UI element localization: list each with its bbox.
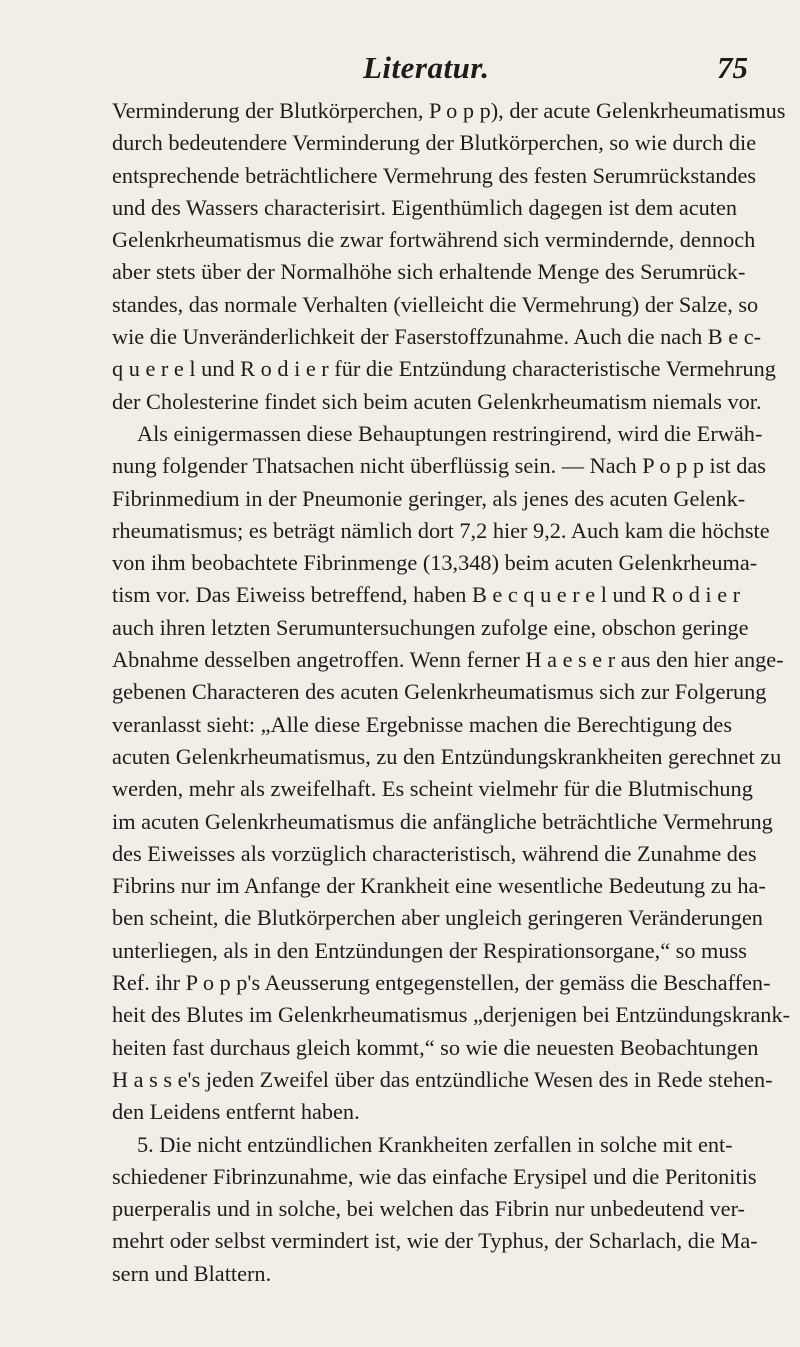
- text-line: Verminderung der Blutkörperchen, P o p p), der acute Gelenkrheumatismus: [112, 98, 786, 123]
- text-line: sern und Blattern.: [112, 1260, 272, 1286]
- text-line: tism vor. Das Eiweiss betreffend, haben B e c q u e r e l und R o d i e r: [112, 582, 741, 608]
- text-line: den Leidens entfernt haben.: [112, 1099, 360, 1125]
- text-line: q u e r e l und R o d i e r für die Entzündung characteristische Vermehrung: [112, 356, 776, 382]
- text-line: aber stets über der Normalhöhe sich erhaltende Menge des Serumrück-: [112, 259, 746, 285]
- text-line: auch ihren letzten Serumuntersuchungen zufolge eine, obschon geringe: [112, 614, 749, 640]
- text-line: H a s s e's jeden Zweifel über das entzündliche Wesen des in Rede stehen-: [112, 1066, 773, 1092]
- page-number: 75: [717, 50, 748, 85]
- text-line: Gelenkrheumatismus die zwar fortwährend sich vermindernde, dennoch: [112, 227, 756, 253]
- text-line: Fibrinmedium in der Pneumonie geringer, als jenes des acuten Gelenk-: [112, 485, 746, 511]
- text-line: und des Wassers characterisirt. Eigenthümlich dagegen ist dem acuten: [112, 194, 737, 220]
- text-line: Abnahme desselben angetroffen. Wenn ferner H a e s e r aus den hier ange-: [112, 647, 784, 673]
- text-line: werden, mehr als zweifelhaft. Es scheint vielmehr für die Blutmischung: [112, 776, 753, 802]
- text-line: standes, das normale Verhalten (vielleicht die Vermehrung) der Salze, so: [112, 291, 759, 317]
- text-line: Fibrins nur im Anfange der Krankheit eine wesentliche Bedeutung zu ha-: [112, 873, 766, 899]
- text-line: veranlasst sieht: „Alle diese Ergebnisse machen die Berechtigung des: [112, 711, 732, 737]
- text-line: von ihm beobachtete Fibrinmenge (13,348) beim acuten Gelenkrheuma-: [112, 550, 758, 576]
- text-line: wie die Unveränderlichkeit der Faserstoffzunahme. Auch die nach B e c-: [112, 324, 762, 350]
- text-line: ben scheint, die Blutkörperchen aber ungleich geringeren Veränderungen: [112, 905, 763, 931]
- text-line: durch bedeutendere Verminderung der Blutkörperchen, so wie durch die: [112, 130, 757, 156]
- text-line: des Eiweisses als vorzüglich characteristisch, während die Zunahme des: [112, 840, 757, 866]
- text-line: im acuten Gelenkrheumatismus die anfängliche beträchtliche Vermehrung: [112, 808, 773, 834]
- text-line: acuten Gelenkrheumatismus, zu den Entzündungskrankheiten gerechnet zu: [112, 743, 782, 769]
- text-line: heiten fast durchaus gleich kommt,“ so wie die neuesten Beobachtungen: [112, 1034, 759, 1060]
- body-text: [112, 95, 791, 1290]
- page-header: [0, 50, 800, 90]
- text-line: nung folgender Thatsachen nicht überflüssig sein. — Nach P o p p ist das: [112, 453, 766, 479]
- text-line: 5. Die nicht entzündlichen Krankheiten zerfallen in solche mit ent-: [137, 1131, 733, 1157]
- text-line: gebenen Characteren des acuten Gelenkrheumatismus sich zur Folgerung: [112, 679, 767, 705]
- text-line: unterliegen, als in den Entzündungen der Respirationsorgane,“ so muss: [112, 937, 747, 963]
- text-line: heit des Blutes im Gelenkrheumatismus „derjenigen bei Entzündungskrank-: [112, 1002, 791, 1028]
- text-line: entsprechende beträchtlichere Vermehrung des festen Serumrückstandes: [112, 162, 757, 188]
- text-line: puerperalis und in solche, bei welchen das Fibrin nur unbedeutend ver-: [112, 1196, 745, 1222]
- text-line: mehrt oder selbst vermindert ist, wie der Typhus, der Scharlach, die Ma-: [112, 1228, 758, 1254]
- text-line: schiedener Fibrinzunahme, wie das einfache Erysipel und die Peritonitis: [112, 1163, 757, 1189]
- text-line: Ref. ihr P o p p's Aeusserung entgegenstellen, der gemäss die Beschaffen-: [112, 970, 771, 996]
- running-title: Literatur.: [363, 50, 490, 85]
- text-line: rheumatismus; es beträgt nämlich dort 7,2 hier 9,2. Auch kam die höchste: [112, 517, 770, 543]
- text-line: Als einigermassen diese Behauptungen restringirend, wird die Erwäh-: [137, 420, 763, 446]
- text-line: der Cholesterine findet sich beim acuten Gelenkrheumatism niemals vor.: [112, 388, 762, 414]
